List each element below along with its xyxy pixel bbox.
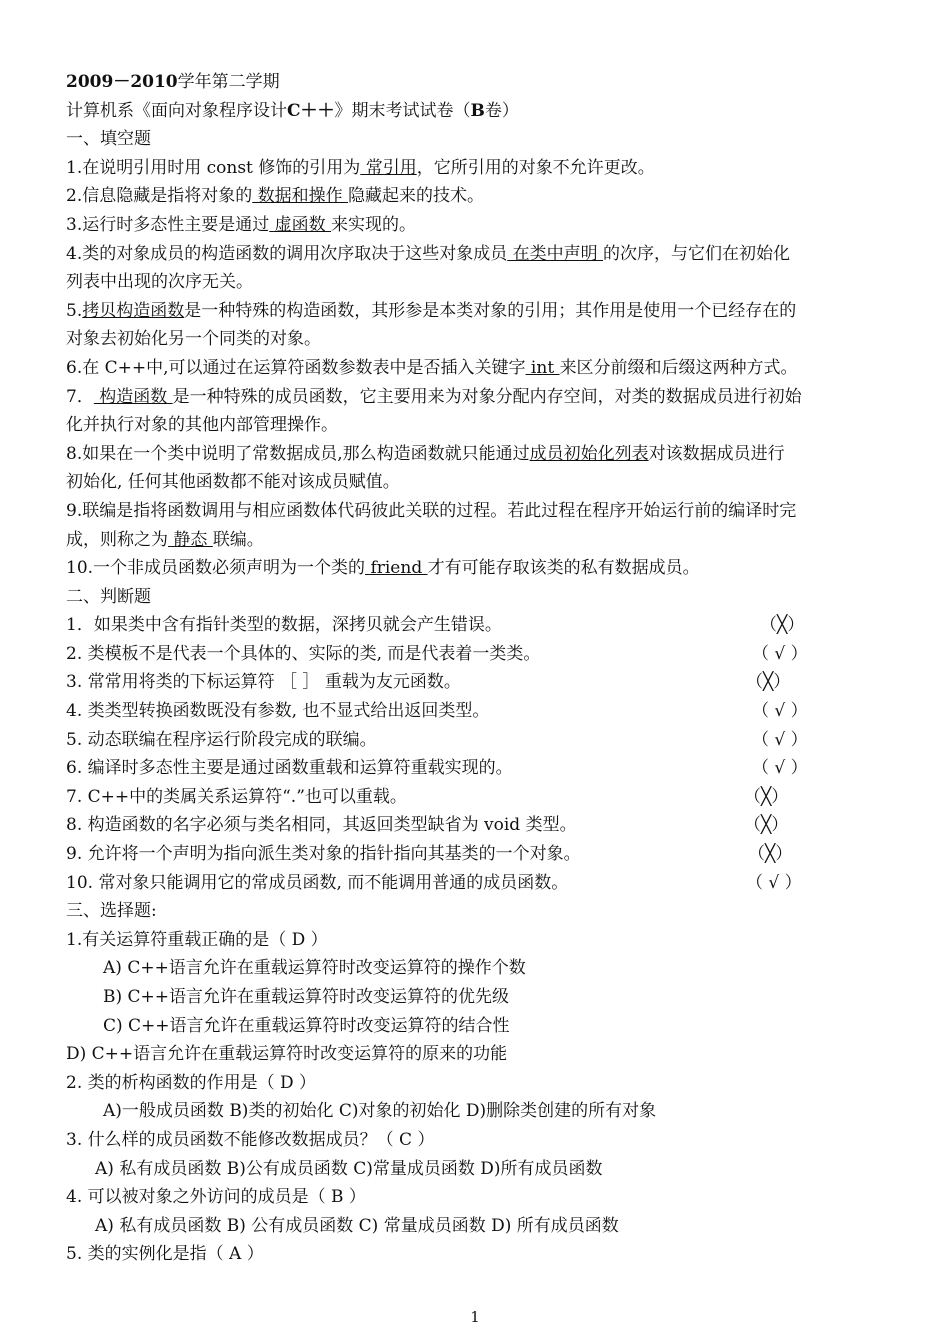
exam-title: 计算机系《面向对象程序设计C＋＋》期末考试试卷（B卷） — [66, 100, 519, 121]
choice-q1-option-a: A) C++语言允许在重载运算符时改变运算符的操作个数 — [103, 958, 526, 979]
fill-q6: 6.在 C++中,可以通过在运算符函数参数表中是否插入关键字 int 来区分前缀和后缀这两种方式。 — [66, 357, 798, 378]
judge-item-text: 6. 编译时多态性主要是通过函数重载和运算符重载实现的。 — [66, 758, 513, 779]
judge-item-text: 9. 允许将一个声明为指向派生类对象的指针指向其基类的一个对象。 — [66, 844, 581, 865]
page-number: 1 — [470, 1308, 480, 1326]
judge-item-answer: （ √ ） — [752, 643, 808, 664]
judge-item — [66, 611, 886, 640]
fill-heading: 一、填空题 — [66, 129, 151, 150]
fill-q7-cont: 化并执行对象的其他内部管理操作。 — [66, 415, 338, 436]
judge-item — [66, 697, 886, 726]
fill-q3: 3.运行时多态性主要是通过 虚函数 来实现的。 — [66, 214, 417, 235]
judge-item-text: 5. 动态联编在程序运行阶段完成的联编。 — [66, 729, 377, 750]
judge-item-text: 7. C++中的类属关系运算符“.”也可以重载。 — [66, 786, 407, 807]
fill-q10: 10.一个非成员函数必须声明为一个类的 friend 才有可能存取该类的私有数据成员。 — [66, 558, 700, 579]
choice-q1: 1.有关运算符重载正确的是（ D ） — [66, 929, 328, 950]
choice-q4-options: A) 私有成员函数 B) 公有成员函数 C) 常量成员函数 D) 所有成员函数 — [95, 1215, 619, 1236]
choice-q4: 4. 可以被对象之外访问的成员是（ B ） — [66, 1187, 366, 1208]
choice-heading: 三、选择题: — [66, 901, 157, 922]
judge-heading: 二、判断题 — [66, 586, 151, 607]
fill-q2: 2.信息隐藏是指将对象的 数据和操作 隐藏起来的技术。 — [66, 186, 485, 207]
judge-item — [66, 840, 886, 869]
judge-item-answer: （ √ ） — [752, 701, 808, 722]
choice-q3-options: A) 私有成员函数 B)公有成员函数 C)常量成员函数 D)所有成员函数 — [95, 1158, 603, 1179]
choice-q5: 5. 类的实例化是指（ A ） — [66, 1244, 264, 1265]
judge-item — [66, 668, 886, 697]
judge-item-text: 4. 类类型转换函数既没有参数, 也不显式给出返回类型。 — [66, 701, 490, 722]
judge-item-answer: （ √ ） — [746, 872, 802, 893]
choice-q1-option-c: C) C++语言允许在重载运算符时改变运算符的结合性 — [103, 1015, 510, 1036]
fill-q7: 7． 构造函数 是一种特殊的成员函数，它主要用来为对象分配内存空间，对类的数据成员进行初始 — [66, 386, 802, 407]
judge-item — [66, 726, 886, 755]
judge-item — [66, 783, 886, 812]
judge-item-text: 1．如果类中含有指针类型的数据，深拷贝就会产生错误。 — [66, 615, 502, 636]
exam-page — [66, 68, 886, 1269]
fill-q8-cont: 初始化, 任何其他函数都不能对该成员赋值。 — [66, 472, 400, 493]
judge-item-answer: （╳） — [744, 815, 789, 836]
fill-q5: 5.拷贝构造函数是一种特殊的构造函数，其形参是本类对象的引用；其作用是使用一个已经存在的 — [66, 300, 797, 321]
fill-q9: 9.联编是指将函数调用与相应函数体代码彼此关联的过程。若此过程在程序开始运行前的编译时完 — [66, 500, 797, 521]
judge-item-text: 8. 构造函数的名字必须与类名相同，其返回类型缺省为 void 类型。 — [66, 815, 577, 836]
choice-q1-option-d: D) C++语言允许在重载运算符时改变运算符的原来的功能 — [66, 1044, 508, 1065]
judge-item — [66, 869, 886, 898]
fill-q5-cont: 对象去初始化另一个同类的对象。 — [66, 329, 321, 350]
fill-q9-cont: 成，则称之为 静态 联编。 — [66, 529, 264, 550]
fill-q4-cont: 列表中出现的次序无关。 — [66, 272, 253, 293]
judge-item-text: 2. 类模板不是代表一个具体的、实际的类, 而是代表着一类类。 — [66, 643, 541, 664]
judge-item-text: 10. 常对象只能调用它的常成员函数, 而不能调用普通的成员函数。 — [66, 872, 569, 893]
fill-q4: 4.类的对象成员的构造函数的调用次序取决于这些对象成员 在类中声明 的次序，与它们在初始化 — [66, 243, 791, 264]
judge-item — [66, 640, 886, 669]
judge-item-answer: （╳） — [746, 672, 791, 693]
judge-item-text: 3. 常常用将类的下标运算符 ［ ］ 重载为友元函数。 — [66, 672, 461, 693]
fill-q1: 1.在说明引用时用 const 修饰的引用为 常引用，它所引用的对象不允许更改。 — [66, 157, 655, 178]
judge-item-answer: （ √ ） — [752, 729, 808, 750]
choice-q2: 2. 类的析构函数的作用是（ D ） — [66, 1072, 317, 1093]
judge-item-answer: （╳） — [760, 615, 805, 636]
judge-item — [66, 811, 886, 840]
judge-item-answer: （╳） — [748, 844, 793, 865]
fill-q8: 8.如果在一个类中说明了常数据成员,那么构造函数就只能通过成员初始化列表对该数据成员进行 — [66, 443, 785, 464]
choice-q1-option-b: B) C++语言允许在重载运算符时改变运算符的优先级 — [103, 987, 510, 1007]
choice-q2-options: A)一般成员函数 B)类的初始化 C)对象的初始化 D)删除类创建的所有对象 — [103, 1101, 657, 1122]
judge-item-answer: （╳） — [744, 786, 789, 807]
semester-line: 2009－2010学年第二学期 — [66, 72, 280, 92]
judge-list — [66, 611, 886, 897]
judge-item-answer: （ √ ） — [752, 758, 808, 779]
judge-item — [66, 754, 886, 783]
choice-q3: 3. 什么样的成员函数不能修改数据成员？（ C ） — [66, 1129, 435, 1150]
